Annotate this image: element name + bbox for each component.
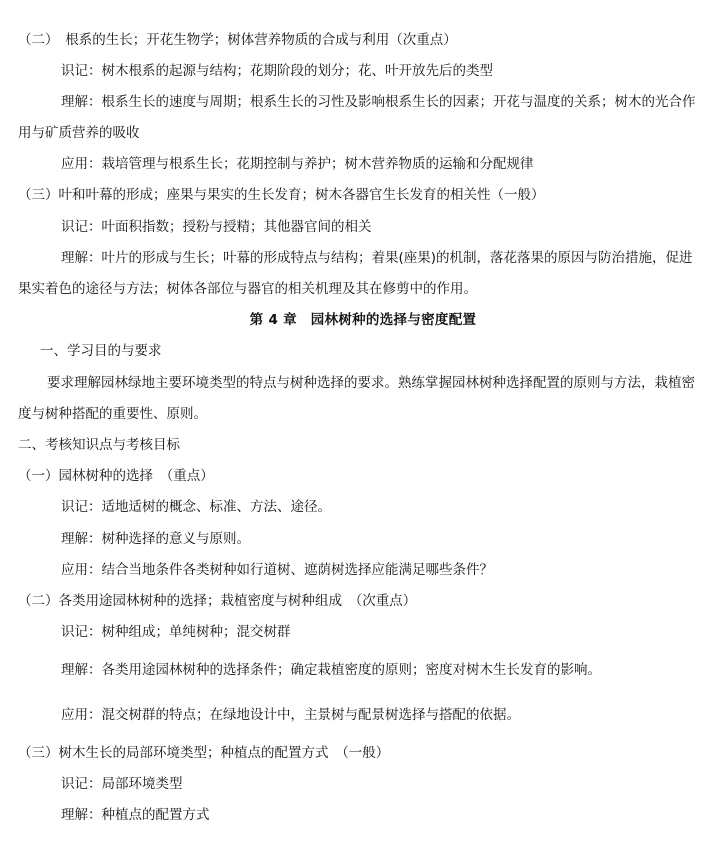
paragraph-line: 用与矿质营养的吸收 [18, 125, 140, 141]
section-heading: （三）树木生长的局部环境类型；种植点的配置方式 （一般） [18, 745, 390, 761]
section-heading: （二） 根系的生长；开花生物学；树体营养物质的合成与利用（次重点） [18, 32, 457, 48]
paragraph-line: 识记：树种组成；单纯树种；混交树群 [61, 624, 291, 640]
paragraph-line: 度与树种搭配的重要性、原则。 [18, 406, 207, 422]
section-heading: （三）叶和叶幕的形成；座果与果实的生长发育；树木各器官生长发育的相关性（一般） [18, 187, 545, 203]
section-heading: 一、学习目的与要求 [40, 343, 162, 359]
paragraph-line: 理解：各类用途园林树种的选择条件；确定栽植密度的原则；密度对树木生长发育的影响。 [61, 662, 601, 678]
paragraph-line: 要求理解园林绿地主要环境类型的特点与树种选择的要求。熟练掌握园林树种选择配置的原则与方法，栽植密 [47, 375, 695, 391]
paragraph-line: 识记：局部环境类型 [61, 776, 183, 792]
section-heading: 二、考核知识点与考核目标 [18, 437, 180, 453]
paragraph-line: 应用：栽培管理与根系生长；花期控制与养护；树木营养物质的运输和分配规律 [61, 156, 534, 172]
paragraph-line: 果实着色的途径与方法；树体各部位与器官的相关机理及其在修剪中的作用。 [18, 281, 477, 297]
section-heading: （一）园林树种的选择 （重点） [18, 468, 214, 484]
paragraph-line: 理解：根系生长的速度与周期；根系生长的习性及影响根系生长的因素；开花与温度的关系；树木的光合作 [61, 94, 696, 110]
paragraph-line: 识记：适地适树的概念、标准、方法、途径。 [61, 499, 331, 515]
paragraph-line: 识记：树木根系的起源与结构；花期阶段的划分；花、叶开放先后的类型 [61, 63, 493, 79]
paragraph-line: 理解：种植点的配置方式 [61, 807, 210, 823]
paragraph-line: 应用：结合当地条件各类树种如行道树、遮荫树选择应能满足哪些条件？ [61, 562, 493, 578]
paragraph-line: 识记：叶面积指数；授粉与授精；其他器官间的相关 [61, 219, 372, 235]
paragraph-line: 应用：混交树群的特点；在绿地设计中，主景树与配景树选择与搭配的依据。 [61, 707, 520, 723]
section-heading: （二）各类用途园林树种的选择；栽植密度与树种组成 （次重点） [18, 593, 417, 609]
chapter-title: 第 4 章 园林树种的选择与密度配置 [249, 312, 477, 328]
paragraph-line: 理解：叶片的形成与生长；叶幕的形成特点与结构；着果(座果)的机制，落花落果的原因与防治措施，促进 [61, 250, 693, 266]
paragraph-line: 理解：树种选择的意义与原则。 [61, 531, 250, 547]
